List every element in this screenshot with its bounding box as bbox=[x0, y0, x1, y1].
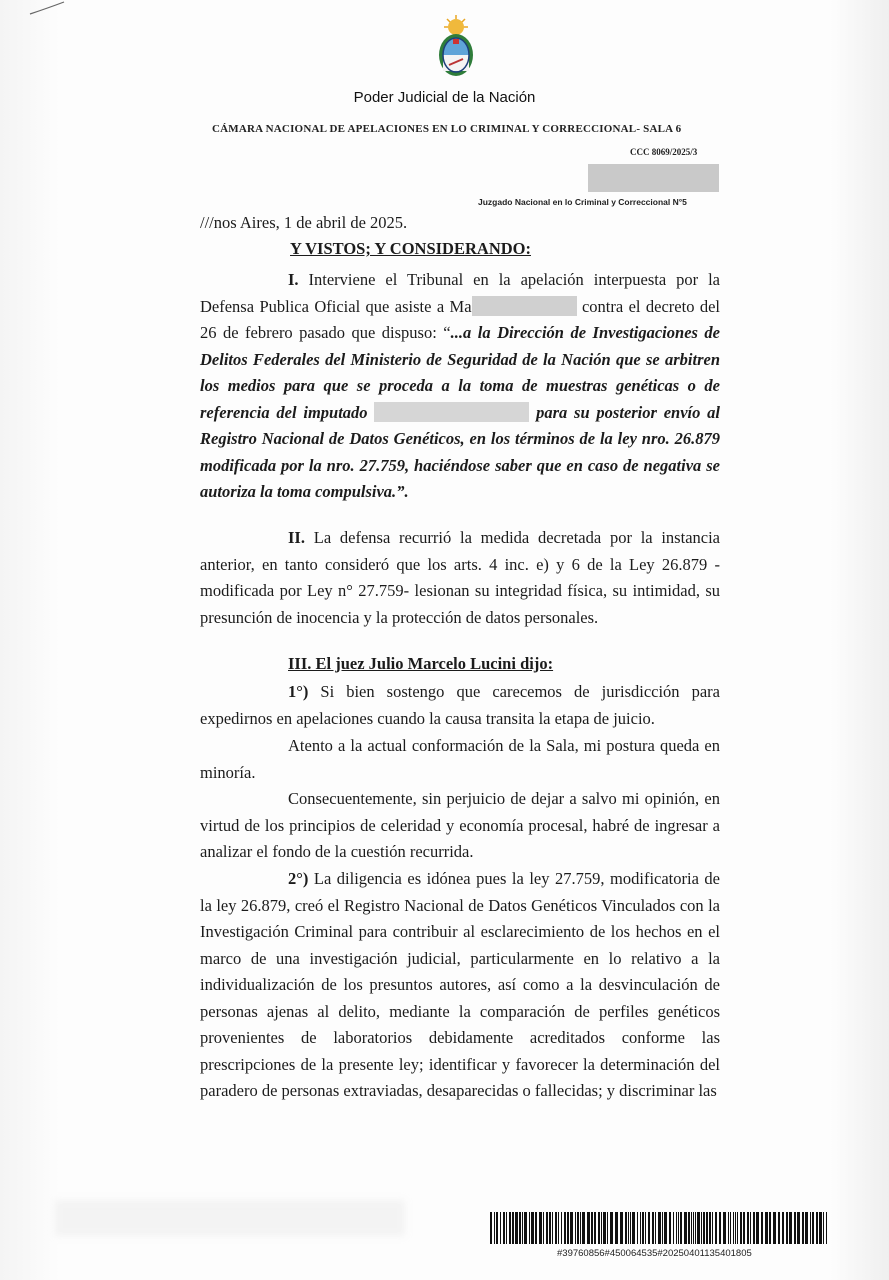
section-3-heading: III. El juez Julio Marcelo Lucini dijo: bbox=[288, 654, 554, 673]
section-1-intro: Interviene el Tribunal en la apelación interpuesta por la Defensa Publica Oficial que asiste a Ma bbox=[200, 270, 721, 316]
section-2-number: II. bbox=[288, 528, 305, 547]
section-1-quote-end: para su posterior envío al Registro Nacional de Datos Genéticos, en los términos de la ley nro. 26.879 modificada por la nro. 27.759, haciéndose saber que en caso de negativa se autoriza la toma compulsiva. bbox=[200, 402, 720, 501]
paragraph-2-text: Atento a la actual conformación de la Sala, mi postura queda en minoría. bbox=[200, 736, 720, 782]
court-name: Poder Judicial de la Nación bbox=[353, 89, 536, 106]
faint-footer-shadow bbox=[55, 1200, 405, 1236]
paragraph-4-number: 2°) bbox=[288, 869, 309, 888]
section-1 bbox=[200, 267, 720, 506]
section-1-number: I. bbox=[288, 270, 299, 289]
argentina-coat-of-arms-icon bbox=[433, 15, 479, 81]
section-2-text: La defensa recurrió la medida decretada por la instancia anterior, en tanto consideró que los arts. 4 inc. e) y 6 de la Ley 26.879 -modificada por Ley n° 27.759- lesionan su integridad física, su intimidad, su presunción de inocencia y la protección de datos personales. bbox=[200, 528, 720, 627]
chamber-name: CÁMARA NACIONAL DE APELACIONES EN LO CRIMINAL Y CORRECCIONAL- SALA 6 bbox=[212, 123, 682, 135]
paragraph-2 bbox=[200, 733, 720, 786]
paragraph-1-text: Si bien sostengo que carecemos de jurisdicción para expedirnos en apelaciones cuando la causa transita la etapa de juicio. bbox=[200, 682, 720, 728]
section-1-quote: ...a la Dirección de Investigaciones de Delitos Federales del Ministerio de Seguridad de la Nación que se arbitren los medios para que se proceda a la toma de muestras genéticas o de referencia del imputado bbox=[200, 323, 720, 422]
paragraph-4 bbox=[200, 866, 720, 1105]
document-title: Y VISTOS; Y CONSIDERANDO: bbox=[290, 239, 531, 258]
barcode-icon bbox=[490, 1212, 830, 1252]
section-1-decree: contra el decreto del 26 de febrero pasado que dispuso: “ bbox=[200, 296, 721, 342]
paragraph-4-text: La diligencia es idónea pues la ley 27.759, modificatoria de la ley 26.879, creó el Registro Nacional de Datos Genéticos Vinculados con la Investigación Criminal para contribuir al esclarecimiento de los hechos en el marco de una investigación judicial, particularmente en lo relativo a la individualización de los presuntos autores, así como a la desvinculación de personas ajenas al delito, mediante la comparación de perfiles genéticos provenientes de laboratorios debidamente acreditados conforme las prescripciones de la presente ley; identificar y favorecer la determinación del paradero de personas extraviadas, desaparecidas o fallecidas; y discriminar las bbox=[200, 869, 721, 1100]
court-of-origin: Juzgado Nacional en lo Criminal y Correccional N°5 bbox=[478, 197, 687, 207]
section-1-closing: ”. bbox=[396, 482, 409, 501]
redaction-box bbox=[374, 402, 529, 422]
section-2 bbox=[200, 525, 720, 631]
date-line: ///nos Aires, 1 de abril de 2025. bbox=[200, 213, 408, 232]
paragraph-1 bbox=[200, 679, 720, 732]
paragraph-1-number: 1°) bbox=[288, 682, 309, 701]
paragraph-3-text: Consecuentemente, sin perjuicio de dejar a salvo mi opinión, en virtud de los principios de celeridad y economía procesal, habré de ingresar a analizar el fondo de la cuestión recurrida. bbox=[200, 789, 720, 861]
paragraph-3 bbox=[200, 786, 720, 866]
case-number: CCC 8069/2025/3 bbox=[630, 147, 698, 157]
redaction-box bbox=[588, 164, 719, 192]
redaction-box bbox=[472, 296, 577, 316]
pen-mark bbox=[28, 0, 78, 20]
barcode-number: #39760856#450064535#20250401135401805 bbox=[557, 1248, 752, 1259]
